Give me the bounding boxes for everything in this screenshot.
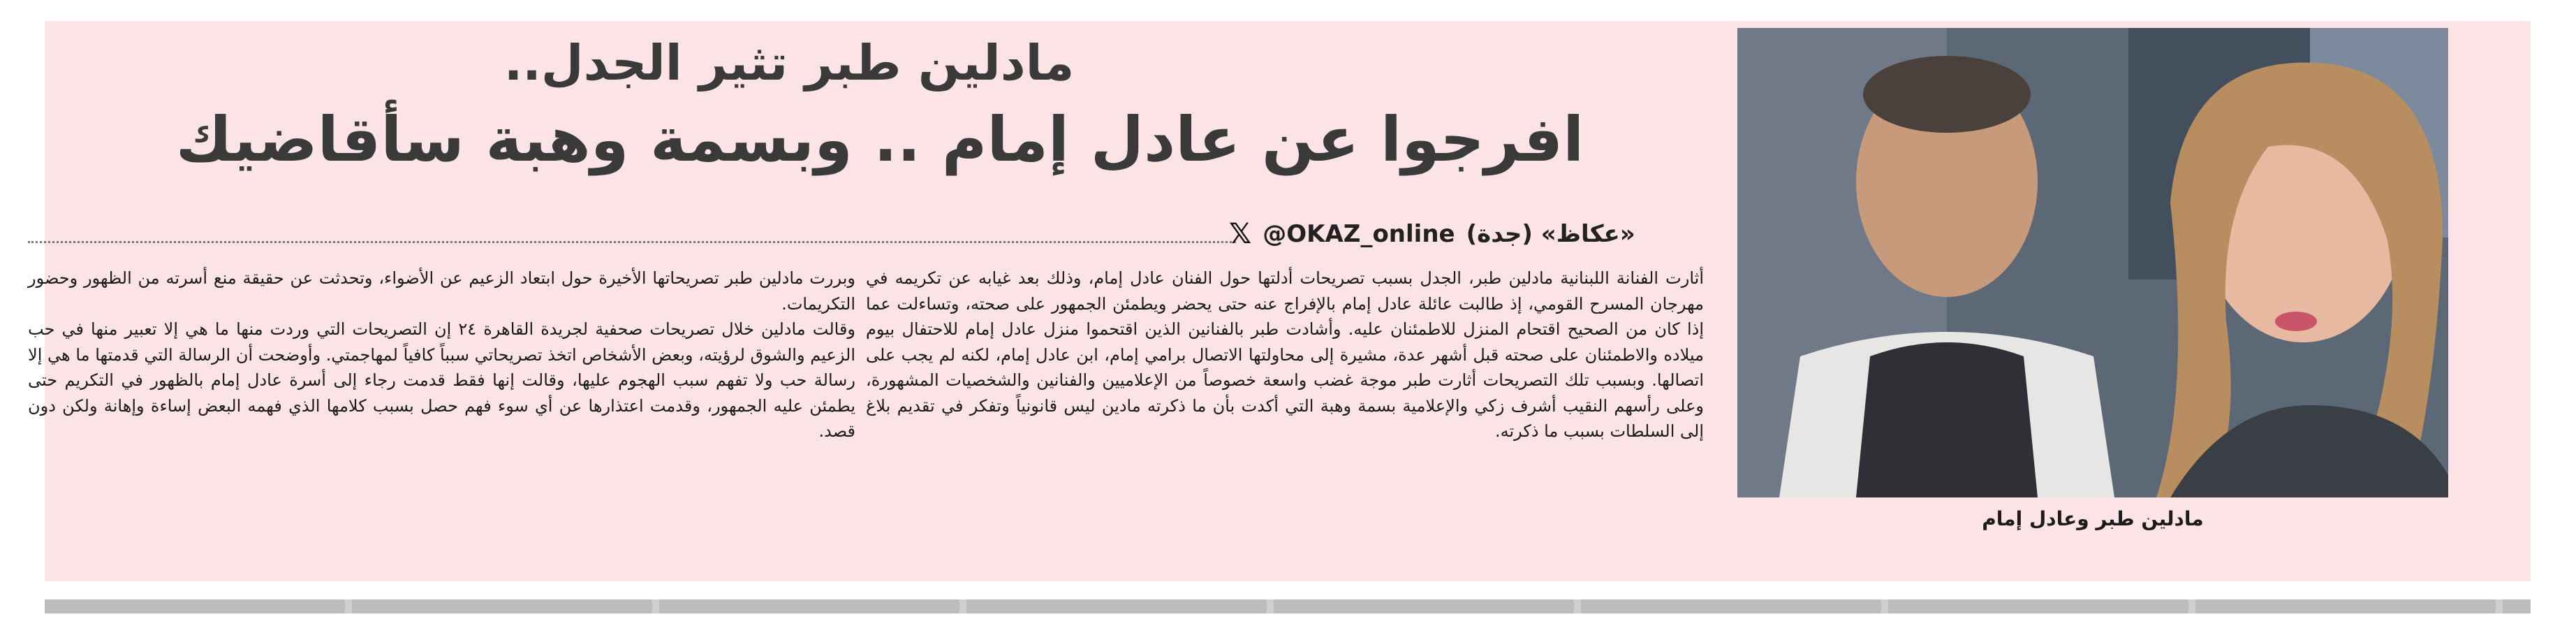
column-left-paragraph-2: وقالت مادلين خلال تصريحات صحفية لجريدة القاهرة ٢٤ إن التصريحات التي وردت منها ما هي إلا تعبير منها في حب الزعيم والشوق لرؤيته، وبعض الأشخاص اتخذ تصريحاتي سبباً كافياً لمهاجمتي. وأوضحت أن الرسالة التي قدمتها ما هي إلا رسالة حب ولا تفهم سبب الهجوم عليها، وقالت إنها فقط قدمت رجاء إلى أسرة عادل إمام بالظهور في التكريم حتى يطمئن عليه الجمهور، وقدمت اعتذارها عن أي سوء فهم حصل بسبب كلامها الذي فهمه البعض إساءة وإهانة ولكن دون قصد.: [28, 319, 856, 441]
headline-line-2: افرجوا عن عادل إمام .. وبسمة وهبة سأقاضيك: [175, 103, 1584, 175]
photo-illustration: [1737, 28, 2448, 497]
headline: [42, 28, 1718, 182]
bottom-band: [45, 599, 2531, 613]
byline-divider: [28, 241, 1236, 243]
byline-handle[interactable]: @OKAZ_online: [1263, 220, 1455, 248]
article-column-left: [28, 266, 855, 559]
column-left-paragraph-1: وبررت مادلين طبر تصريحاتها الأخيرة حول ابتعاد الزعيم عن الأضواء، وتحدثت عن حقيقة منع أسرته من الظهور وحضور التكريمات.: [28, 268, 855, 314]
article-photo: [1737, 28, 2448, 497]
byline-source: «عكاظ» (جدة): [1466, 220, 1635, 248]
article-column-right: [866, 266, 1704, 559]
x-logo-icon: 𝕏: [1229, 218, 1252, 250]
byline: [1229, 210, 1718, 259]
headline-line-1: مادلين طبر تثير الجدل..: [503, 34, 1075, 92]
column-right-paragraph-1: أثارت الفنانة اللبنانية مادلين طبر، الجدل بسبب تصريحات أدلتها حول الفنان عادل إمام، وذلك بعد غيابه عن تكريمه في مهرجان المسرح القومي، إذ طالبت عائلة عادل إمام بالإفراج عنه حتى يحضر ويطمئن الجمهور على صحته، وتساءلت عما إذا كان من الصحيح اقتحام المنزل للاطمئنان عليه. وأشادت طبر بالفنانين الذين اقتحموا منزل عادل إمام للاحتفال بيوم ميلاده والاطمئنان على صحته قبل أشهر عدة، مشيرة إلى محاولتها الاتصال برامي إمام، ابن عادل إمام، لكنه لم يجب على اتصالها. وبسبب تلك التصريحات أثارت طبر موجة غضب واسعة خصوصاً من الإعلاميين والفنانين والشخصيات المشهورة، وعلى رأسهم النقيب أشرف زكي والإعلامية بسمة وهبة التي أكدت بأن ما ذكرته مادين ليس قانونياً وتفكر في تقديم بلاغ إلى السلطات بسبب ما ذكرته.: [866, 268, 1704, 441]
photo-caption: مادلين طبر وعادل إمام: [1982, 507, 2204, 530]
